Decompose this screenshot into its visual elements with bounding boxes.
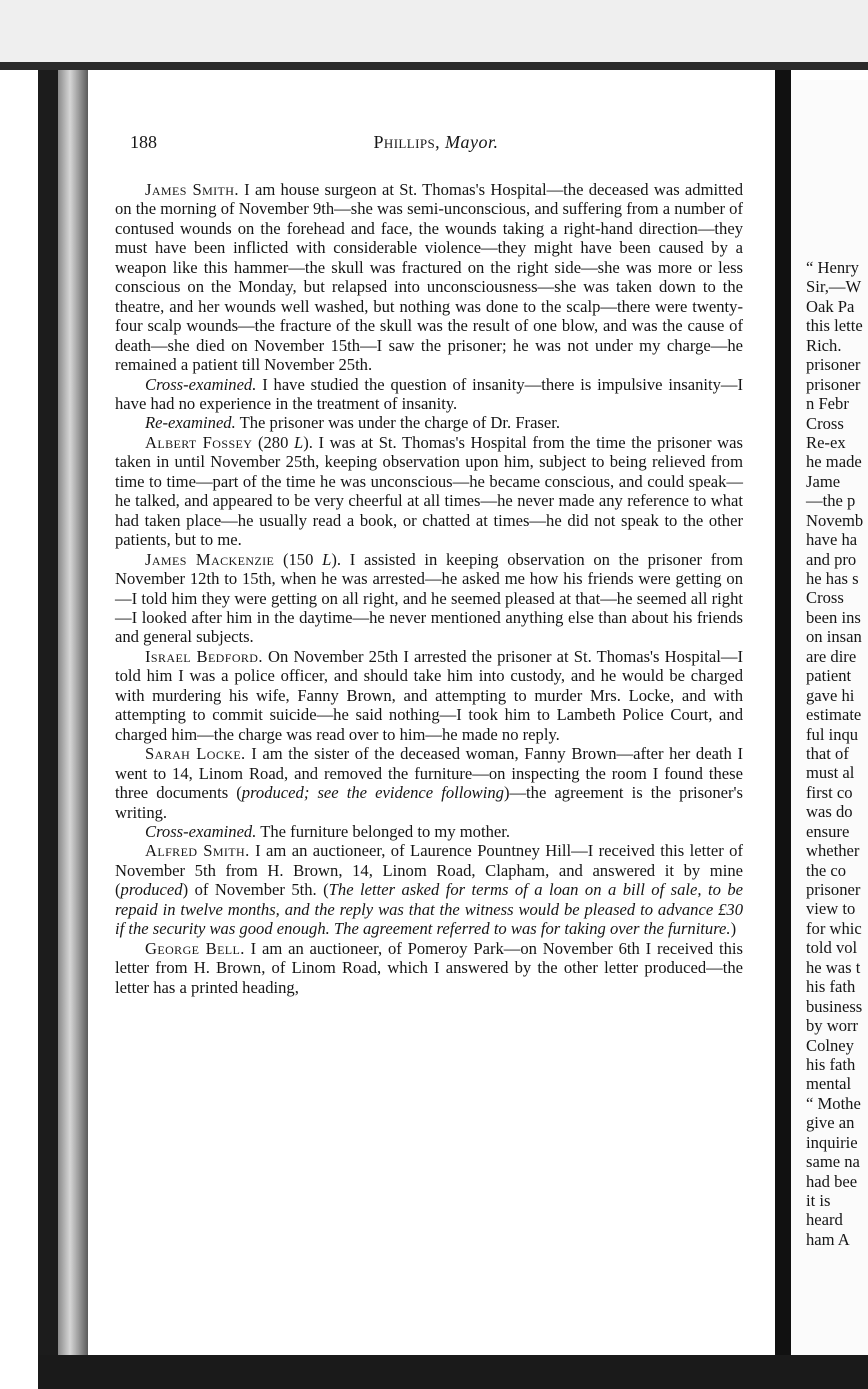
page-stack-edge <box>58 70 88 1370</box>
facing-line-fragment: ful inqu <box>806 724 859 744</box>
facing-line-fragment: on insan <box>806 627 862 647</box>
facing-line-fragment: “ Mothe <box>806 1093 861 1113</box>
testimony-paragraph <box>115 822 743 841</box>
facing-line-fragment: n Febr <box>806 394 849 414</box>
running-title <box>130 132 742 153</box>
italic-text: The letter asked for terms of a loan on a bill of sale, to be repaid in twelve months, and the reply was that the witness would be pleased to advance £30 if the security was good enough. The agreement referred to was for taking over the furniture. <box>115 880 743 939</box>
facing-line-fragment: had bee <box>806 1171 858 1191</box>
facing-line-fragment: must al <box>806 763 855 783</box>
facing-line-fragment: whether <box>806 841 860 861</box>
facing-line-fragment: “ Henry <box>806 258 859 277</box>
italic-text: L <box>294 432 304 452</box>
running-header <box>130 132 742 158</box>
witness-name: James Smith. <box>145 180 239 199</box>
facing-line-fragment: for whic <box>806 918 862 938</box>
facing-line-fragment: give an <box>806 1113 855 1133</box>
facing-line-fragment: he made <box>806 452 862 472</box>
testimony-paragraph <box>115 647 743 744</box>
witness-name: George Bell. <box>145 938 245 958</box>
facing-line-fragment: view to <box>806 899 856 919</box>
facing-line-fragment: Oak Pa <box>806 296 855 316</box>
facing-line-fragment: —the p <box>806 491 856 511</box>
title-office: Mayor. <box>445 132 499 152</box>
facing-line-fragment: have ha <box>806 530 858 550</box>
facing-line-fragment: by worr <box>806 1016 859 1036</box>
italic-text: Cross-examined. <box>145 821 257 841</box>
testimony-paragraph <box>115 841 743 938</box>
facing-line-fragment: the co <box>806 860 847 880</box>
italic-text: Cross-examined. <box>145 374 257 394</box>
body-text: )—the agreement is the prisoner's writing. <box>115 783 743 822</box>
facing-line-fragment: Novemb <box>806 510 864 530</box>
facing-line-fragment: Cross <box>806 588 844 608</box>
facing-line-fragment: his fath <box>806 1054 856 1074</box>
witness-name: James Mackenzie <box>145 549 275 569</box>
facing-line-fragment: ensure <box>806 821 850 841</box>
facing-line-fragment: Rich. <box>806 335 842 355</box>
italic-text: produced <box>120 880 183 900</box>
facing-line-fragment: ham A <box>806 1229 850 1249</box>
italic-text: L <box>322 549 332 569</box>
facing-line-fragment: estimate <box>806 705 862 725</box>
page-top-edge <box>0 0 868 70</box>
facing-line-fragment: are dire <box>806 646 857 666</box>
witness-name: Alfred Smith. <box>145 841 250 861</box>
body-text: The prisoner was under the charge of Dr. Fraser. <box>235 413 561 433</box>
facing-line-fragment: gave hi <box>806 685 855 705</box>
page-number: 188 <box>130 132 157 152</box>
body-text: I am the sister of the deceased woman, Fanny Brown—after her death I went to 14, Linom Road, and removed the furniture—on inspecting the room I found these three documents ( <box>115 744 743 803</box>
body-text: I am an auctioneer, of Pomeroy Park—on November 6th I received this letter from H. Brown, of Linom Road, which I answered by the other letter produced—the letter has a printed heading, <box>115 938 743 997</box>
facing-line-fragment: he has s <box>806 569 859 588</box>
facing-line-fragment: it is <box>806 1191 831 1210</box>
testimony-paragraph <box>115 413 743 432</box>
body-text: ). I was at St. Thomas's Hospital from the time the prisoner was taken in until November 25th, keeping observation upon him, subject to being relieved from time to time—part of the time he was unconscious—he became conscious, and could speak—he talked, and appeared to be very cheerful at all times—he never made any reference to what had taken place—he usually read a book, or chatted at times—he did not speak to the other patients, but to me. <box>115 432 743 550</box>
body-text: I have studied the question of insanity—there is impulsive insanity—I have had no experience in the treatment of insanity. <box>115 374 743 413</box>
facing-line-fragment: and pro <box>806 549 857 569</box>
facing-line-fragment: he was t <box>806 957 861 977</box>
book-gutter <box>775 70 791 1370</box>
facing-line-fragment: first co <box>806 782 853 802</box>
body-text: On November 25th I arrested the prisoner at St. Thomas's Hospital—I told him I was a police officer, and should take him into custody, and he would be charged with murdering his wife, Fanny Brown, and attempting to murder Mrs. Locke, and with attempting to commit suicide—he said nothing—I took him to Lambeth Police Court, and charged him—the charge was read over to him—he made no reply. <box>115 646 743 744</box>
facing-line-fragment: been ins <box>806 607 861 627</box>
facing-line-fragment: Jame <box>806 471 841 491</box>
italic-text: Re-examined. <box>145 413 236 433</box>
body-text: ). I assisted in keeping observation on the prisoner from November 12th to 15th, when he was arrested—he asked me how his friends were getting on—I told him they were getting on all right, and he seemed pleased at that—he seemed all right—I looked after him in the daytime—he never mentioned anything else than about his friends and general subjects. <box>115 549 743 647</box>
body-text: ) <box>730 919 737 939</box>
facing-line-fragment: prisoner <box>806 880 861 899</box>
body-text: (280 <box>252 432 294 452</box>
facing-line-fragment: Cross <box>806 413 844 433</box>
facing-line-fragment: Colney <box>806 1035 854 1055</box>
facing-line-fragment: was do <box>806 802 853 822</box>
body-text: I am an auctioneer, of Laurence Pountney Hill—I received this letter of November 5th from H. Brown, 14, Linom Road, Clapham, and answered it by mine ( <box>115 841 744 900</box>
testimony-paragraph <box>115 939 743 997</box>
facing-line-fragment: business <box>806 996 863 1016</box>
facing-line-fragment: Re-ex <box>806 432 846 452</box>
facing-line-fragment: same na <box>806 1152 860 1172</box>
book-spine-edge <box>38 70 58 1370</box>
title-name: Phillips, <box>373 132 440 152</box>
body-text: The furniture belonged to my mother. <box>256 821 511 841</box>
testimony-paragraph <box>115 744 743 822</box>
facing-line-fragment: prisoner <box>806 355 861 375</box>
facing-line-fragment: this lette <box>806 316 863 336</box>
body-text: ) of November 5th. ( <box>182 880 329 900</box>
page-bottom-edge <box>38 1355 868 1389</box>
body-text: I am house surgeon at St. Thomas's Hospital—the deceased was admitted on the morning of November 9th—she was semi-unconscious, and suffering from a number of contused wounds on the forehead and face, the wounds taking a right-hand direction—they must have been inflicted with considerable violence—they might have been caused by a weapon like this hammer—the skull was fractured on the right side—she was more or less conscious on the Monday, but relapsed into unconsciousness—she was taken down to the theatre, and her wounds well washed, but nothing was done to the scalp—there were twenty-four scalp wounds—the fracture of the skull was the result of one blow, and was the cause of death—she died on November 15th—I saw the prisoner; he was not under my charge—he remained a patient till November 25th. <box>115 180 743 375</box>
facing-line-fragment: his fath <box>806 977 856 997</box>
facing-line-fragment: heard <box>806 1210 843 1230</box>
facing-line-fragment: that of <box>806 743 849 763</box>
facing-page <box>791 80 868 1370</box>
testimony-paragraph <box>115 433 743 550</box>
facing-line-fragment: mental <box>806 1074 852 1094</box>
body-text: (150 <box>274 549 323 569</box>
page-body <box>115 180 743 997</box>
facing-page-text <box>806 258 863 1249</box>
testimony-paragraph <box>115 375 743 414</box>
facing-line-fragment: inquirie <box>806 1132 858 1152</box>
witness-name: Albert Fossey <box>145 432 253 452</box>
facing-line-fragment: Sir,—W <box>806 277 862 297</box>
witness-name: Israel Bedford. <box>145 646 263 666</box>
italic-text: produced; see the evidence following <box>241 783 504 803</box>
facing-line-fragment: told vol <box>806 938 858 958</box>
facing-line-fragment: patient <box>806 666 852 686</box>
testimony-paragraph <box>115 550 743 647</box>
facing-line-fragment: prisoner <box>806 374 861 394</box>
witness-name: Sarah Locke. <box>145 744 246 764</box>
testimony-paragraph <box>115 180 743 375</box>
